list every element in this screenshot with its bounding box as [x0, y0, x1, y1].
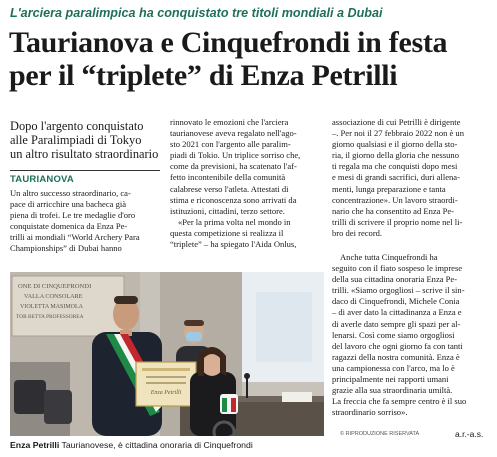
text-line: piena di trofei. Le tre medaglie d'oro — [10, 210, 136, 221]
photo-caption — [10, 440, 330, 450]
text-line: giorno qualsiasi e il giorno della sto- — [332, 139, 458, 150]
text-line: e mesi di grandi sacrifici, duri allena- — [332, 172, 460, 183]
text-line: della sua cittadina onoraria Enza Pe- — [332, 274, 458, 285]
divider — [10, 170, 160, 171]
text-line: seguito con il fiato sospeso le imprese — [332, 263, 463, 274]
headline — [9, 26, 489, 92]
article-column-3 — [332, 117, 490, 239]
text-line: Anche tutta Cinquefrondi ha — [340, 252, 438, 262]
headline-line: per il “triplete” di Enza Petrilli — [9, 59, 398, 92]
photo-illustration — [10, 272, 324, 436]
text-line: del lavoro che ogni giorno fa con tanti — [332, 340, 463, 351]
caption-name: Enza Petrilli — [10, 440, 60, 450]
text-line: La freccia che fa sempre centro è il suo — [332, 396, 467, 407]
text-line: di averle dato sempre gli spazi per al- — [332, 318, 461, 329]
caption-text: Taurianovese, è cittadina onoraria di Cinquefrondi — [59, 440, 253, 450]
text-line: grazie alla sua straordinaria umiltà. — [332, 385, 453, 396]
text-line: Un altro successo straordinario, ca- — [10, 188, 131, 198]
text-line: istituzioni, cittadini, terzo settore. — [170, 205, 285, 216]
text-line: –. Per noi il 27 febbraio 2022 non è un — [332, 128, 464, 139]
standfirst-line: Dopo l'argento conquistato — [10, 119, 144, 133]
text-line: Championships” di Dubai hanno — [10, 243, 122, 254]
plaque-line: VIOLETTA MASIMOLA — [20, 304, 84, 310]
plaque-line: ONE DI CINQUEFRONDI — [18, 283, 92, 290]
text-line: ria, il giorno della gloria che nessuno — [332, 150, 459, 161]
text-line: concentrazione». Un lavoro straordi- — [332, 194, 458, 205]
article-photo — [10, 272, 324, 436]
certificate-name: Enza Petrilli — [150, 390, 182, 396]
text-line: conquistate domenica da Enza Pe- — [10, 221, 128, 232]
text-line: «Per la prima volta nel mondo in — [178, 216, 291, 227]
standfirst-line: alle Paralimpiadi di Tokyo — [10, 133, 142, 147]
copyright-notice: © RIPRODUZIONE RISERVATA — [340, 431, 420, 437]
text-line: – di aver dato la cittadinanza a Enza e — [332, 307, 462, 318]
text-line: stima e riconoscenza sono arrivati da — [170, 194, 297, 205]
text-line: daco di Cinquefrondi, Michele Conia — [332, 296, 460, 307]
article-column-2 — [170, 117, 322, 250]
article-column-3b — [332, 252, 490, 418]
text-line: ti regala ma che conquisti dopo mesi — [332, 161, 458, 172]
text-line: associazione di cui Petrilli è dirigente — [332, 117, 461, 127]
text-line: questa competizione si realizza il — [170, 227, 284, 238]
text-line: calabrese verso l'atleta. Attestati di — [170, 183, 289, 194]
text-line: trilli. «Siamo orgogliosi – scrive il sin- — [332, 285, 465, 296]
text-line: straordinario sorriso». — [332, 407, 408, 418]
chair — [14, 380, 46, 414]
text-line: “triplete” – ha spiegato l'Aida Onlus, — [170, 239, 297, 250]
text-line: rinnovato le emozioni che l'arciera — [170, 117, 289, 127]
text-line: principalmente nei rapporti umani — [332, 374, 449, 385]
text-line: piadi di Tokio. Un triplice sorriso che, — [170, 150, 301, 161]
headline-line: Taurianova e Cinquefrondi in festa — [9, 26, 448, 59]
text-line: una campionessa con l'arco, ma lo è — [332, 362, 455, 373]
text-line: nario che ha consentito ad Enza Pe- — [332, 205, 454, 216]
standfirst-line: un altro risultato straordinario — [10, 147, 159, 161]
text-line: taurianovese aveva regalato nell'ago- — [170, 128, 297, 139]
text-line: come da previsioni, ha scatenato l'af- — [170, 161, 297, 172]
chair — [44, 390, 72, 424]
text-line: lenarsi. Così come siamo orgogliosi — [332, 329, 455, 340]
text-line: pace di arricchire una bacheca già — [10, 199, 127, 210]
text-line: sto 2021 con l'argento alle paralim- — [170, 139, 291, 150]
text-line: ragazzi della nostra comunità. Enza è — [332, 351, 460, 362]
kicker: L'arciera paralimpica ha conquistato tre titoli mondiali a Dubai — [10, 6, 383, 20]
text-line: trilli ai mondiali “World Archery Para — [10, 232, 140, 243]
certificate — [136, 362, 196, 406]
text-line: fetto incontenibile della comunità — [170, 172, 286, 183]
plaque-line: VALLA CONSOLARE — [24, 293, 83, 300]
text-line: menti, lunga preparazione e tanta — [332, 183, 446, 194]
text-line: trilli di scrivere il proprio nome nel li- — [332, 216, 463, 227]
article-column-1 — [10, 188, 162, 255]
plaque-line: TOR BETTA PROFESSOREA — [16, 314, 84, 320]
dateline: TAURIANOVA — [10, 174, 74, 185]
standfirst — [10, 119, 160, 161]
text-line: bro dei record. — [332, 227, 383, 238]
author-signature: a.r.-a.s. — [455, 429, 484, 439]
